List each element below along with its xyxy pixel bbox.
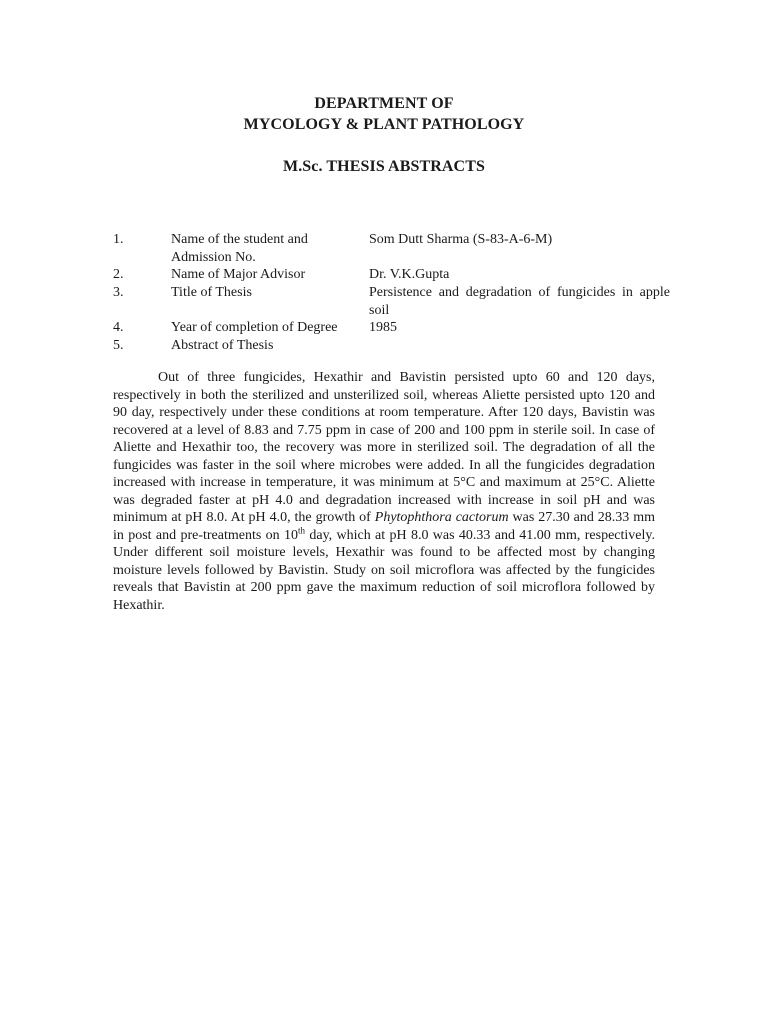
abstract-text-part-2: was 27.30 and 28.33 mm in post and pre-treatments on 10 <box>113 510 656 543</box>
field-label-student: Name of the student and Admission No. <box>171 232 308 265</box>
field-number: 4. <box>113 320 124 335</box>
department-name-heading: MYCOLOGY & PLANT PATHOLOGY <box>243 116 525 133</box>
field-label-year: Year of completion of Degree <box>171 320 338 335</box>
abstract-text-part-1: Out of three fungicides, Hexathir and Bavistin persisted upto 60 and 120 days, respectively in both the sterilized and unsterilized soil, whereas Aliette persisted upto 120 and 90 day, respectively under these conditions at room temperature. After 120 days, Bavistin was recovered at a level of 8.83 and 7.75 ppm in case of 200 and 100 ppm in sterile soil. In case of Aliette and Hexathir too, the recovery was more in sterilized soil. The degradation of all the fungicides was faster in the soil where microbes were added. In all the fungicides degradation increased with increase in temperature, it was minimum at 5°C and maximum at 25°C. Aliette was degraded faster at pH 4.0 and degradation increased with increase in soil pH and was minimum at pH 8.0. At pH 4.0, the growth of <box>113 370 655 525</box>
field-label-title: Title of Thesis <box>171 285 252 300</box>
field-value-advisor: Dr. V.K.Gupta <box>369 267 450 282</box>
field-label-abstract: Abstract of Thesis <box>171 338 274 353</box>
field-value-year: 1985 <box>369 320 397 335</box>
abstract-text-part-3: day, which at pH 8.0 was 40.33 and 41.00 mm, respectively. Under different soil moisture levels, Hexathir was found to be affected most by changing moisture levels followed by Bavistin. Study on soil microflora was affected by the fungicides reveals that Bavistin at 200 ppm gave the maximum reduction of soil microflora followed by Hexathir. <box>113 527 655 613</box>
field-number: 5. <box>113 338 124 353</box>
field-number: 1. <box>113 232 124 247</box>
field-number: 2. <box>113 267 124 282</box>
thesis-abstracts-title: M.Sc. THESIS ABSTRACTS <box>283 158 485 175</box>
field-value-student: Som Dutt Sharma (S-83-A-6-M) <box>369 232 553 247</box>
field-label-advisor: Name of Major Advisor <box>171 267 306 282</box>
field-value-title: Persistence and degradation of fungicides in apple soil <box>369 285 670 318</box>
species-name: Phytophthora cactorum <box>374 510 509 525</box>
abstract-paragraph <box>113 369 655 614</box>
field-number: 3. <box>113 285 124 300</box>
department-heading: DEPARTMENT OF <box>314 95 454 112</box>
ordinal-superscript: th <box>298 524 306 535</box>
